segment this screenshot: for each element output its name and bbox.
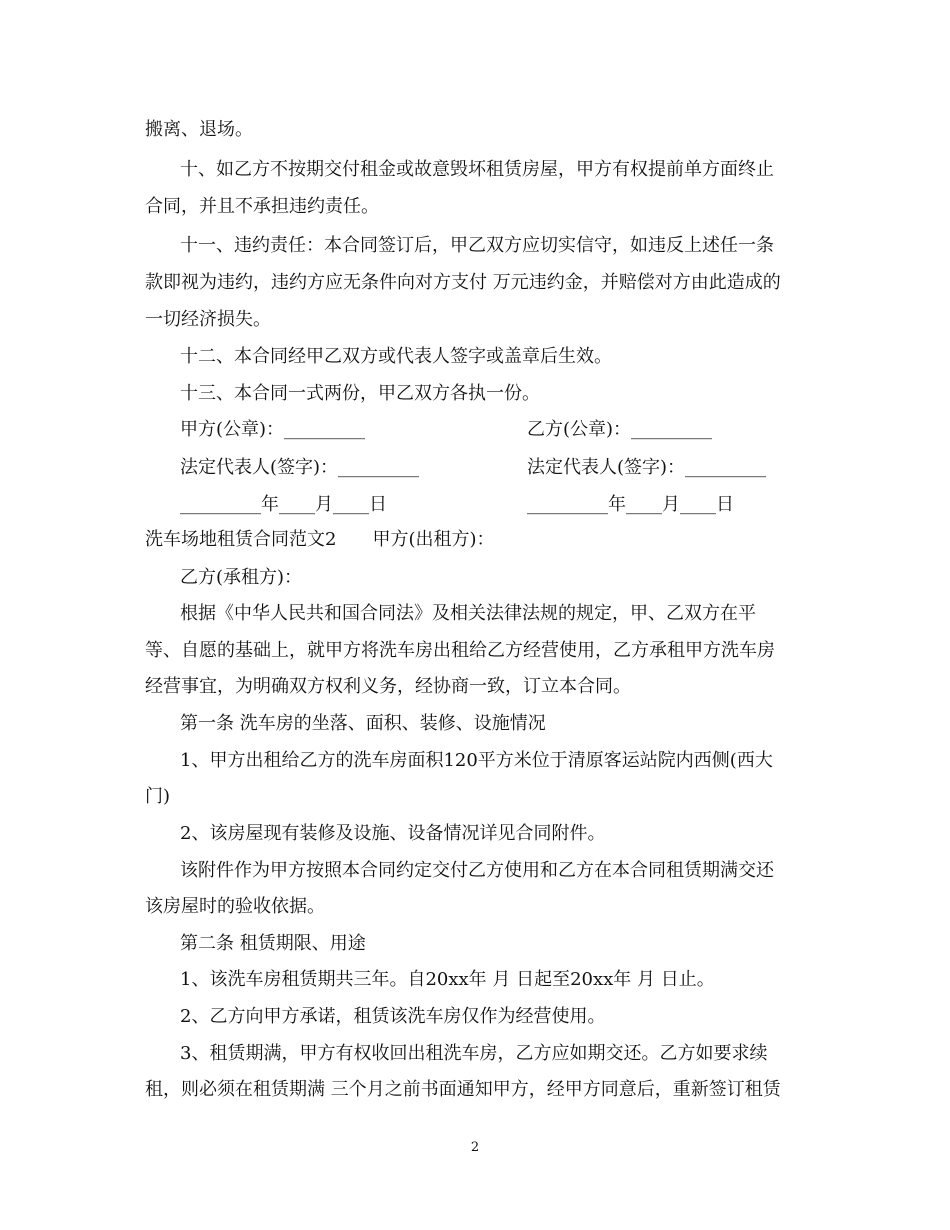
text-line: 经营事宜，为明确双方权利义务，经协商一致，订立本合同。: [145, 676, 631, 697]
party-b-date-field: _________年____月____日: [527, 494, 734, 515]
party-a-date-field: _________年____月____日: [180, 494, 387, 515]
text-line: 1、甲方出租给乙方的洗车房面积120平方米位于清原客运站院内西侧(西大: [180, 750, 773, 771]
page-number: 2: [470, 1140, 480, 1155]
section-heading: 第二条 租赁期限、用途: [180, 933, 366, 954]
text-line: 款即视为违约，违约方应无条件向对方支付 万元违约金，并赔偿对方由此造成的: [145, 272, 781, 293]
party-a-representative-field: 法定代表人(签字)：_________: [180, 457, 420, 478]
section-heading: 第一条 洗车房的坐落、面积、装修、设施情况: [180, 713, 546, 734]
text-line: 洗车场地租赁合同范文2 甲方(出租方)：: [145, 529, 495, 550]
text-line: 等、自愿的基础上，就甲方将洗车房出租给乙方经营使用，乙方承租甲方洗车房: [145, 640, 775, 661]
text-line: 一切经济损失。: [145, 309, 271, 330]
text-line: 十一、违约责任：本合同签订后，甲乙双方应切实信守，如违反上述任一条: [180, 235, 774, 256]
text-line: 3、租赁期满，甲方有权收回出租洗车房，乙方应如期交还。乙方如要求续: [180, 1043, 768, 1064]
text-line: 十三、本合同一式两份，甲乙双方各执一份。: [180, 383, 540, 404]
text-line: 合同，并且不承担违约责任。: [145, 196, 379, 217]
text-line: 租，则必须在租赁期满 三个月之前书面通知甲方，经甲方同意后，重新签订租赁: [145, 1079, 781, 1100]
party-b-representative-field: 法定代表人(签字)：_________: [527, 457, 767, 478]
text-line: 根据《中华人民共和国合同法》及相关法律法规的规定，甲、乙双方在平: [180, 603, 756, 624]
text-line: 该房屋时的验收依据。: [145, 896, 325, 917]
text-line: 十、如乙方不按期交付租金或故意毁坏租赁房屋，甲方有权提前单方面终止: [180, 159, 774, 180]
text-line: 2、乙方向甲方承诺，租赁该洗车房仅作为经营使用。: [180, 1006, 606, 1027]
text-line: 十二、本合同经甲乙双方或代表人签字或盖章后生效。: [180, 346, 612, 367]
text-line: 1、该洗车房租赁期共三年。自20xx年 月 日起至20xx年 月 日止。: [180, 969, 715, 990]
party-a-seal-field: 甲方(公章)：_________: [180, 419, 366, 440]
text-line: 乙方(承租方)：: [180, 567, 303, 588]
text-line: 搬离、退场。: [145, 119, 253, 140]
text-line: 该附件作为甲方按照本合同约定交付乙方使用和乙方在本合同租赁期满交还: [180, 860, 774, 881]
party-b-seal-field: 乙方(公章)：_________: [527, 419, 713, 440]
text-line: 2、该房屋现有装修及设施、设备情况详见合同附件。: [180, 823, 606, 844]
text-line: 门): [145, 786, 171, 807]
